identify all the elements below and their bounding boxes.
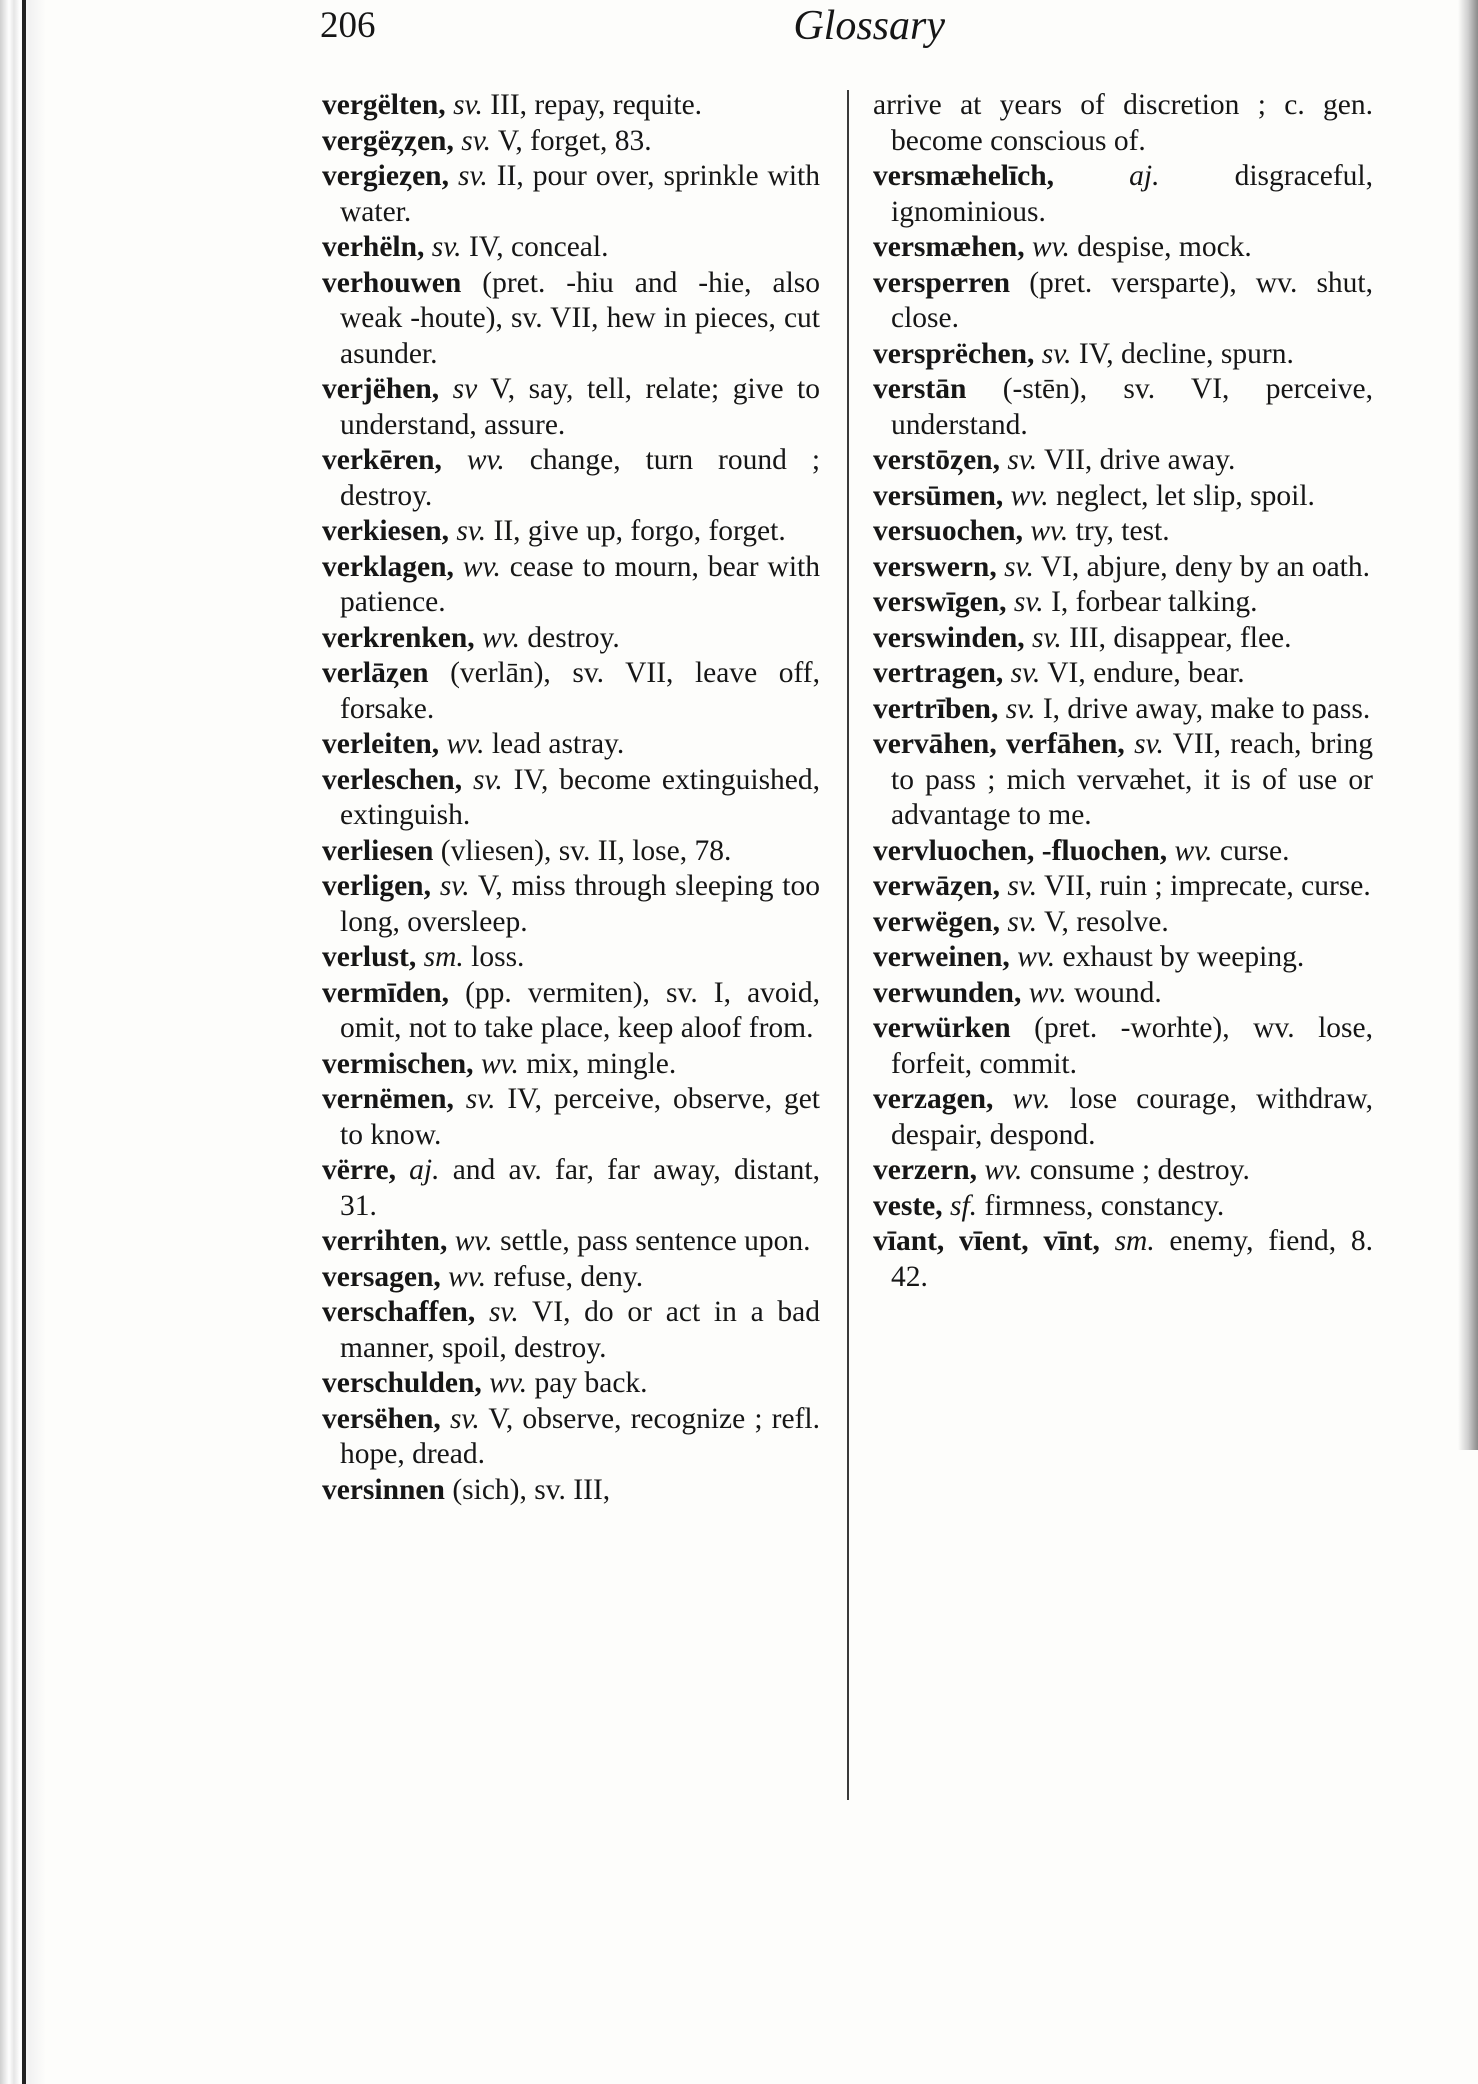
running-head (320, 2, 945, 52)
entry-headword: vermischen, (322, 1047, 474, 1080)
entry-definition: V, forget, 83. (497, 124, 652, 157)
entry-headword: verligen, (322, 870, 431, 902)
column-divider (847, 90, 849, 1800)
glossary-entry (873, 834, 1373, 870)
entry-grammar: sv. (456, 515, 487, 547)
glossary-entry (322, 88, 820, 124)
entry-grammar: sv. (457, 160, 488, 192)
entry-headword: verwürken (873, 1012, 1011, 1044)
entry-headword: verzagen, (873, 1083, 994, 1115)
entry-grammar: wv. (466, 444, 505, 476)
entry-definition: VII, drive away. (1043, 444, 1236, 476)
entry-definition: III, disappear, flee. (1069, 621, 1292, 654)
glossary-entry (873, 479, 1373, 515)
entry-headword: verjëhen, (322, 373, 440, 405)
entry-grammar: sv. (1013, 586, 1044, 618)
entry-headword: vergieȥen, (322, 160, 449, 192)
glossary-entry (873, 514, 1373, 550)
scan-binding-line (22, 0, 26, 2084)
entry-grammar: wv. (489, 1367, 528, 1399)
entry-definition: VI, do or act in a bad manner, spoil, destroy. (340, 1296, 821, 1364)
entry-grammar: sv. (465, 1083, 496, 1115)
glossary-entry (322, 940, 820, 976)
entry-grammar: sv. (1007, 444, 1038, 476)
entry-definition: refuse, deny. (493, 1260, 644, 1293)
entry-definition: VI, abjure, deny by an oath. (1040, 550, 1370, 583)
entry-headword: vertrīben, (873, 692, 999, 725)
glossary-entry (873, 88, 1373, 159)
entry-grammar: wv. (1028, 976, 1067, 1009)
entry-headword: vermīden, (322, 976, 449, 1009)
entry-definition: VI, endure, bear. (1047, 657, 1245, 689)
entry-definition: (pret. -hiu and -hie, also weak -houte), sv. VII, hew in pieces, cut asunder. (340, 266, 820, 370)
entry-grammar: sm. (1114, 1225, 1155, 1257)
entry-definition: wound. (1074, 976, 1162, 1009)
glossary-entry (322, 763, 820, 834)
entry-definition: curse. (1219, 834, 1290, 867)
glossary-column-right (873, 88, 1373, 1295)
entry-grammar: wv. (1017, 941, 1056, 973)
entry-headword: verleiten, (322, 728, 440, 760)
entry-headword: verkiesen, (322, 515, 449, 547)
entry-definition: arrive at years of discretion ; c. gen. become conscious of. (873, 89, 1373, 157)
glossary-entry (873, 869, 1373, 905)
entry-grammar: wv. (984, 1154, 1023, 1186)
glossary-entry (873, 656, 1373, 692)
entry-grammar: sv. (1007, 905, 1038, 938)
entry-definition: I, drive away, make to pass. (1042, 692, 1371, 725)
entry-grammar: wv. (446, 728, 485, 760)
entry-headword: verlust, (322, 941, 417, 973)
entry-definition: despise, mock. (1077, 231, 1252, 263)
entry-definition: (pp. vermiten), sv. I, avoid, omit, not to take place, keep aloof from. (340, 976, 820, 1044)
entry-definition: IV, decline, spurn. (1078, 337, 1294, 370)
glossary-entry (873, 976, 1373, 1012)
entry-definition: try, test. (1075, 515, 1170, 547)
glossary-entry (873, 372, 1373, 443)
entry-grammar: sv. (1134, 728, 1164, 760)
entry-grammar: aj. (409, 1154, 440, 1186)
glossary-entry (873, 727, 1373, 834)
entry-definition: (pret. versparte), wv. shut, close. (891, 266, 1373, 334)
glossary-entry (322, 1082, 820, 1153)
glossary-entry (873, 1082, 1373, 1153)
entry-definition: settle, pass sentence upon. (500, 1225, 811, 1257)
glossary-entry (322, 550, 820, 621)
entry-headword: verhouwen (322, 266, 462, 299)
entry-headword: verkrenken, (322, 621, 475, 654)
entry-grammar: wv. (462, 550, 501, 583)
entry-definition: enemy, fiend, 8. 42. (891, 1225, 1373, 1293)
entry-definition: II, give up, forgo, forget. (493, 515, 786, 547)
entry-definition: destroy. (527, 621, 620, 654)
entry-grammar: wv. (480, 1047, 519, 1080)
glossary-entry (873, 1011, 1373, 1082)
glossary-entry (322, 514, 820, 550)
entry-grammar: wv. (1031, 231, 1070, 263)
entry-headword: versmæhen, (873, 231, 1025, 263)
entry-headword: verstōȥen, (873, 444, 1000, 476)
glossary-entry (322, 1153, 820, 1224)
entry-grammar: wv. (1010, 479, 1049, 512)
glossary-entry (873, 159, 1373, 230)
entry-headword: verwunden, (873, 976, 1022, 1009)
entry-headword: verleschen, (322, 763, 463, 796)
glossary-entry (322, 372, 820, 443)
entry-headword: verkēren, (322, 444, 442, 476)
entry-definition: V, miss through sleeping too long, oversleep. (340, 870, 820, 938)
entry-headword: verwāȥen, (873, 870, 1000, 902)
glossary-entry (322, 1224, 820, 1260)
entry-grammar: sf. (950, 1189, 978, 1222)
entry-grammar: sv. (431, 231, 462, 263)
glossary-entry (322, 727, 820, 763)
entry-grammar: sv. (1031, 621, 1062, 654)
entry-headword: vervāhen, verfāhen, (873, 728, 1125, 760)
entry-headword: verstān (873, 373, 967, 405)
entry-headword: versinnen (322, 1473, 445, 1506)
glossary-entry (322, 266, 820, 373)
entry-grammar: sv. (449, 1402, 480, 1435)
glossary-entry (322, 1260, 820, 1296)
glossary-entry (322, 124, 820, 160)
glossary-entry (322, 1473, 820, 1509)
entry-headword: verklagen, (322, 550, 454, 583)
entry-grammar: wv. (1030, 515, 1069, 547)
glossary-entry (322, 443, 820, 514)
entry-headword: verweinen, (873, 941, 1010, 973)
glossary-entry (322, 159, 820, 230)
entry-headword: versmæhelīch, (873, 160, 1055, 192)
glossary-column-left (322, 88, 820, 1508)
entry-headword: verschaffen, (322, 1296, 476, 1328)
glossary-entry (322, 1366, 820, 1402)
entry-definition: (verlān), sv. VII, leave off, forsake. (340, 657, 821, 725)
entry-definition: IV, become extinguished, extinguish. (340, 763, 821, 831)
glossary-entry (322, 834, 820, 870)
entry-definition: V, observe, recognize ; refl. hope, dread. (340, 1402, 820, 1470)
entry-headword: vergëlten, (322, 89, 446, 121)
glossary-entry (873, 337, 1373, 373)
entry-headword: versūmen, (873, 479, 1004, 512)
entry-headword: verschulden, (322, 1367, 482, 1399)
entry-grammar: sv (452, 373, 478, 405)
entry-headword: vernëmen, (322, 1083, 454, 1115)
entry-definition: IV, perceive, observe, get to know. (340, 1083, 820, 1151)
entry-definition: VII, reach, bring to pass ; mich vervæhet, it is of use or advantage to me. (891, 728, 1374, 831)
entry-headword: versëhen, (322, 1402, 441, 1435)
entry-headword: vertragen, (873, 657, 1004, 689)
glossary-entry (873, 621, 1373, 657)
entry-definition: loss. (471, 941, 525, 973)
entry-headword: verswern, (873, 550, 997, 583)
glossary-entry (873, 443, 1373, 479)
glossary-entry (873, 1189, 1373, 1225)
entry-headword: verliesen (322, 834, 434, 867)
entry-definition: IV, conceal. (468, 231, 609, 263)
entry-grammar: wv. (1012, 1083, 1051, 1115)
entry-grammar: wv. (482, 621, 521, 654)
glossary-entry (322, 230, 820, 266)
entry-definition: lead astray. (491, 728, 625, 760)
entry-grammar: wv. (454, 1225, 493, 1257)
entry-grammar: sm. (423, 941, 464, 973)
entry-definition: lose courage, withdraw, despair, despond. (891, 1083, 1373, 1151)
entry-definition: firmness, constancy. (984, 1189, 1225, 1222)
entry-grammar: sv. (488, 1296, 519, 1328)
entry-definition: V, say, tell, relate; give to understand, assure. (340, 373, 821, 441)
entry-definition: exhaust by weeping. (1062, 941, 1305, 973)
entry-grammar: sv. (1004, 550, 1034, 583)
entry-grammar: wv. (448, 1260, 487, 1293)
entry-definition: neglect, let slip, spoil. (1056, 479, 1315, 512)
entry-definition: II, pour over, sprinkle with water. (340, 160, 820, 228)
entry-grammar: sv. (1041, 337, 1072, 370)
entry-definition: cease to mourn, bear with patience. (340, 550, 821, 618)
page-title: Glossary (793, 3, 945, 49)
entry-headword: verrihten, (322, 1225, 448, 1257)
glossary-entry (322, 621, 820, 657)
glossary-entry (873, 230, 1373, 266)
entry-definition: change, turn round ; destroy. (340, 444, 821, 512)
entry-grammar: wv. (1174, 834, 1213, 867)
glossary-entry (873, 692, 1373, 728)
glossary-entry (873, 1153, 1373, 1189)
entry-grammar: sv. (439, 870, 470, 902)
entry-grammar: sv. (473, 763, 503, 796)
entry-definition: pay back. (534, 1367, 648, 1399)
glossary-entry (873, 940, 1373, 976)
entry-definition: and av. far, far away, distant, 31. (340, 1154, 821, 1222)
entry-headword: verswinden, (873, 621, 1025, 654)
entry-grammar: sv. (1005, 692, 1036, 725)
entry-grammar: sv. (453, 89, 483, 121)
entry-definition: VII, ruin ; imprecate, curse. (1043, 870, 1371, 902)
entry-headword: verhëln, (322, 231, 425, 263)
entry-headword: versperren (873, 266, 1011, 299)
entry-headword: versprëchen, (873, 337, 1035, 370)
entry-headword: versagen, (322, 1260, 441, 1293)
page-number: 206 (320, 5, 376, 46)
glossary-entry (873, 1224, 1373, 1295)
entry-definition: mix, mingle. (526, 1047, 677, 1080)
scan-margin-right (1458, 0, 1478, 1450)
entry-definition: III, repay, requite. (490, 89, 703, 121)
entry-headword: verswīgen, (873, 586, 1007, 618)
glossary-entry (322, 1295, 820, 1366)
entry-grammar: aj. (1129, 160, 1160, 192)
entry-grammar: sv. (461, 124, 491, 157)
entry-headword: verzern, (873, 1154, 977, 1186)
entry-definition: consume ; destroy. (1029, 1154, 1250, 1186)
entry-headword: vergëȥȥen, (322, 124, 454, 157)
entry-headword: verwëgen, (873, 905, 1000, 938)
glossary-entry (322, 869, 820, 940)
entry-definition: (pret. -worhte), wv. lose, forfeit, commit. (891, 1012, 1373, 1080)
entry-headword: vervluochen, -fluochen, (873, 834, 1168, 867)
glossary-entry (322, 656, 820, 727)
entry-headword: veste, (873, 1189, 943, 1222)
glossary-entry (873, 585, 1373, 621)
entry-definition: V, resolve. (1043, 905, 1169, 938)
entry-definition: (sich), sv. III, (452, 1473, 611, 1506)
glossary-entry (873, 266, 1373, 337)
glossary-entry (322, 1402, 820, 1473)
glossary-entry (873, 550, 1373, 586)
entry-definition: I, forbear talking. (1051, 586, 1258, 618)
glossary-entry (322, 976, 820, 1047)
entry-headword: vërre, (322, 1154, 396, 1186)
entry-grammar: sv. (1010, 657, 1041, 689)
glossary-entry (873, 905, 1373, 941)
glossary-entry (322, 1047, 820, 1083)
entry-grammar: sv. (1007, 870, 1038, 902)
entry-definition: (vliesen), sv. II, lose, 78. (440, 834, 732, 867)
entry-headword: versuochen, (873, 515, 1023, 547)
entry-headword: verlāȥen (322, 657, 429, 689)
entry-definition: disgraceful, ignominious. (891, 160, 1374, 228)
entry-definition: (-stēn), sv. VI, perceive, understand. (891, 373, 1374, 441)
entry-headword: vīant, vīent, vīnt, (873, 1225, 1100, 1257)
